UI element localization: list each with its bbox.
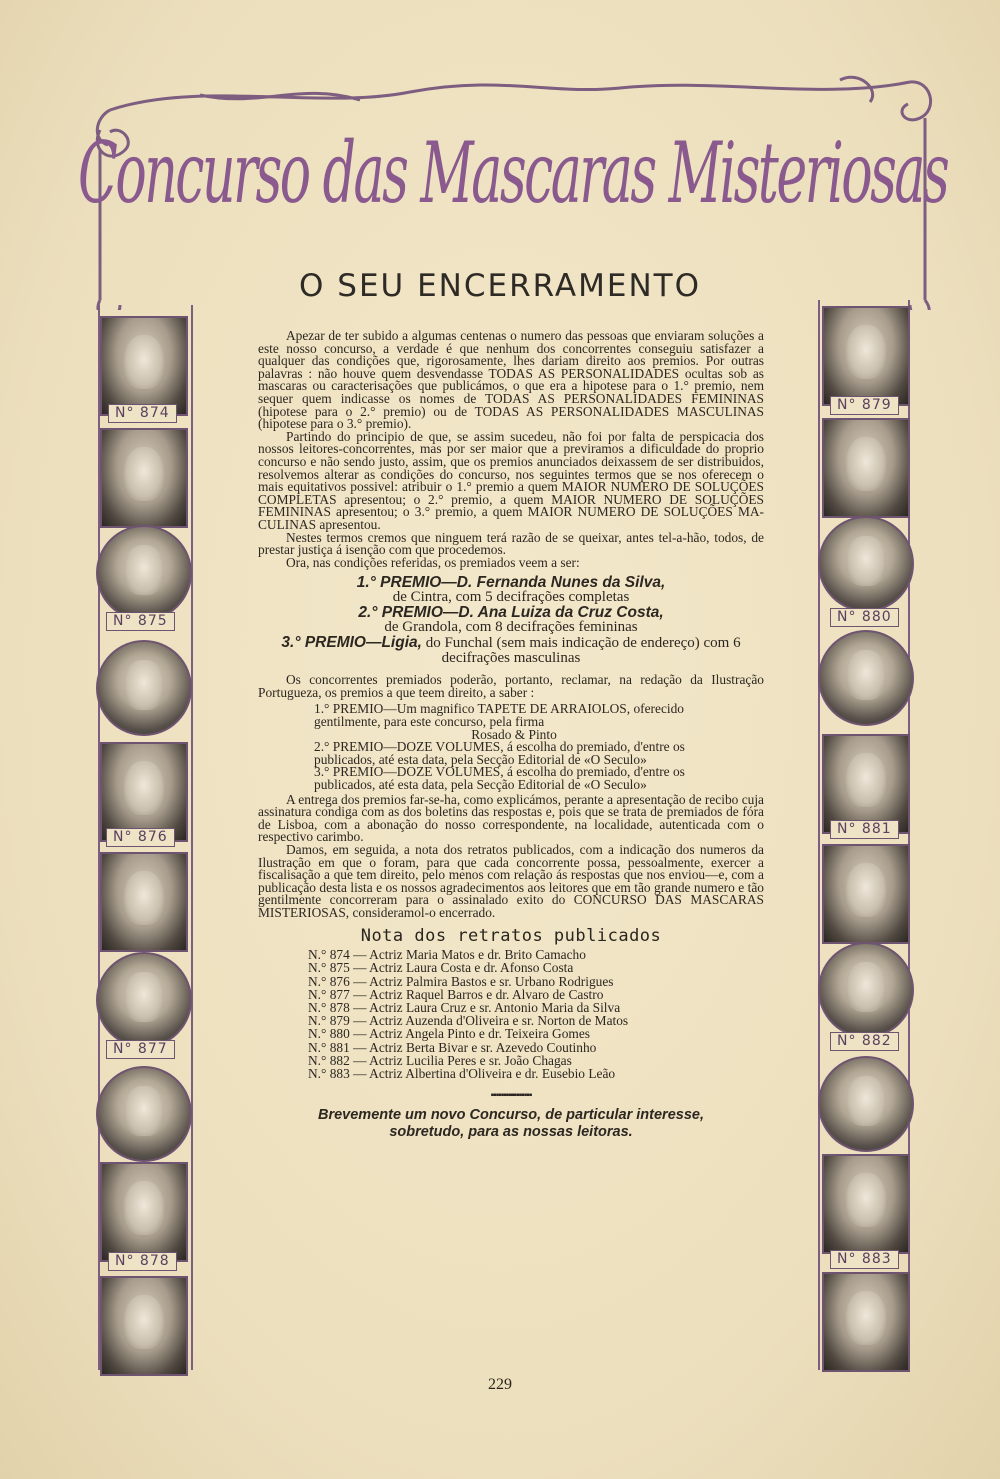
issue-number-tag: N° 881 bbox=[830, 820, 899, 839]
list-item: N.° 875 — Actriz Laura Costa e dr. Afonso Costa bbox=[308, 960, 574, 976]
issue-number-tag: N° 876 bbox=[106, 828, 175, 847]
portrait bbox=[100, 742, 188, 842]
winner-3-heading: 3.° PREMIO—Ligia, bbox=[281, 634, 422, 652]
portrait-face bbox=[846, 325, 886, 379]
portrait-face bbox=[846, 1076, 886, 1126]
portrait bbox=[818, 1056, 914, 1152]
portrait bbox=[100, 1162, 188, 1262]
winners-list bbox=[258, 575, 764, 666]
portrait-face bbox=[846, 650, 886, 700]
issue-number-tag: N° 874 bbox=[108, 404, 177, 423]
portrait-face bbox=[124, 660, 164, 710]
winner-1-detail: de Cintra, com 5 decifrações completas bbox=[392, 589, 630, 606]
issue-number-tag: N° 882 bbox=[830, 1032, 899, 1051]
portrait bbox=[822, 1272, 910, 1372]
article-body bbox=[258, 330, 764, 1141]
portrait-face bbox=[846, 536, 886, 586]
portrait bbox=[818, 942, 914, 1038]
portrait-face bbox=[846, 1291, 886, 1345]
article-paragraph: Apezar de ter subido a algumas centenas o numero das pessoas que enviaram soluções a este nosso concurso, a verdade é que nenhum dos concorrentes conseguiu satisfazer a qualquer das condições que, rigorosamente, lhes dariam direito aos premios. Por outras palavras : não houve quem desvendasse TODAS AS PERSONALIDADES ocultas sob as mascaras ou caracterisações que publicámos, o que era a hipotese para o 1.° premio, nem sequer quem indicasse os nomes de TODAS AS PERSONALIDADES FEMININAS (hipotese para o 2.° premio) ou de TODAS AS PERSONALIDADES MASCULINAS (hipotese para o 3.° premio). bbox=[258, 328, 764, 432]
portrait bbox=[818, 516, 914, 612]
portrait bbox=[96, 640, 192, 736]
issue-number-tag: N° 880 bbox=[830, 608, 899, 627]
list-item: N.° 874 — Actriz Maria Matos e dr. Brito Camacho bbox=[308, 947, 586, 963]
portrait-list-heading: Nota dos retratos publicados bbox=[360, 925, 662, 946]
portrait bbox=[96, 952, 192, 1048]
list-item: N.° 883 — Actriz Albertina d'Oliveira e dr. Eusebio Leão bbox=[308, 1065, 616, 1081]
list-item: N.° 876 — Actriz Palmira Bastos e sr. Urbano Rodrigues bbox=[308, 973, 614, 989]
portrait-face bbox=[846, 1173, 886, 1227]
issue-number-tag: N° 875 bbox=[106, 612, 175, 631]
prize-1-sponsor: Rosado & Pinto bbox=[471, 726, 557, 742]
portrait bbox=[822, 1154, 910, 1254]
article-paragraph: Nestes termos cremos que ninguem terá razão de se queixar, antes tel-a-hão, todos, de prestar justiça á isenção com que procedemos. bbox=[258, 529, 764, 558]
winner-3-line bbox=[258, 635, 764, 666]
closing-line-1: Brevemente um novo Concurso, de particular interesse, bbox=[318, 1106, 704, 1123]
left-column-rule bbox=[191, 305, 193, 1370]
portrait bbox=[822, 734, 910, 834]
list-item: N.° 881 — Actriz Berta Bivar e sr. Azevedo Coutinho bbox=[308, 1039, 597, 1055]
right-column-rule bbox=[818, 300, 820, 1370]
portrait-face bbox=[124, 972, 164, 1022]
portrait-face bbox=[846, 437, 886, 491]
list-item: N.° 877 — Actriz Raquel Barros e dr. Alvaro de Castro bbox=[308, 986, 604, 1002]
prize-descriptions bbox=[314, 703, 714, 791]
article-paragraph: A entrega dos premios far-se-ha, como explicámos, perante a apresentação de recibo cuja assinatura condiga com as dos boletins das respostas e, pois que se trata de premiados de fóra de Lisboa, com a abonação do nosso correspondente, na localidade, autenticada com o respectivo carimbo. bbox=[258, 791, 764, 845]
portrait bbox=[100, 428, 188, 528]
portrait-face bbox=[846, 863, 886, 917]
portrait bbox=[822, 844, 910, 944]
winner-3-detail: do Funchal (sem mais indicação de endereço) com 6 decifrações masculinas bbox=[421, 635, 741, 667]
masthead-title: Concurso das Mascaras Misteriosas bbox=[78, 124, 948, 222]
portrait bbox=[822, 418, 910, 518]
winner-1-heading: 1.° PREMIO—D. Fernanda Nunes da Silva, bbox=[356, 574, 666, 592]
page-number: 229 bbox=[488, 1376, 512, 1393]
portrait bbox=[96, 1066, 192, 1162]
prize-2-description: 2.° PREMIO—DOZE VOLUMES, á escolha do premiado, d'entre os publicados, até esta data, pela Secção Editorial de «O Seculo» bbox=[314, 739, 685, 767]
list-item: N.° 878 — Actriz Laura Cruz e sr. Antonio Maria da Silva bbox=[308, 999, 621, 1015]
winner-2-heading: 2.° PREMIO—D. Ana Luiza da Cruz Costa, bbox=[358, 604, 664, 622]
portrait-face bbox=[124, 1295, 164, 1349]
prize-3-description: 3.° PREMIO—DOZE VOLUMES, á escolha do premiado, d'entre os publicados, até esta data, pela Secção Editorial de «O Seculo» bbox=[314, 764, 685, 793]
issue-number-tag: N° 883 bbox=[830, 1250, 899, 1269]
portrait-face bbox=[124, 1086, 164, 1136]
article-paragraph: Os concorrentes premiados poderão, portanto, reclamar, na redação da Ilustração Portugueza, os premios a que teem direito, a saber : bbox=[258, 672, 764, 700]
portrait-face bbox=[124, 335, 164, 389]
portrait-list bbox=[308, 948, 764, 1080]
portrait bbox=[822, 306, 910, 406]
portrait-face bbox=[124, 871, 164, 925]
ornamental-divider: ▪▪▪▪▪▪▪▪▪▪▪▪▪▪▪▪ bbox=[490, 1090, 532, 1102]
section-subtitle: O SEU ENCERRAMENTO bbox=[299, 268, 701, 304]
portrait-face bbox=[124, 447, 164, 501]
article-paragraph: Ora, nas condições referidas, os premiados veem a ser: bbox=[286, 554, 580, 570]
issue-number-tag: N° 878 bbox=[108, 1252, 177, 1271]
portrait bbox=[100, 316, 188, 416]
list-item: N.° 880 — Actriz Angela Pinto e dr. Teixeira Gomes bbox=[308, 1026, 590, 1042]
closing-line-2: sobretudo, para as nossas leitoras. bbox=[389, 1123, 633, 1140]
portrait-face bbox=[124, 761, 164, 815]
issue-number-tag: N° 877 bbox=[106, 1040, 175, 1059]
article-paragraph: Partindo do principio de que, se assim sucedeu, não foi por falta de perspicacia dos nossos leitores-concorrentes, mas por ser maior que a previramos a dificuldade do proprio concurso e não sendo justo, assim, que os premios anunciados deixassem de ser distribuidos, resolvemos alterar as condições do concurso, nos seguintes termos que se nos oferecem o mais equitativos possivel: atribuir o 1.° premio a quem MAIOR NUMERO DE SOLUÇÕES COMPLETAS apresentou; o 2.° premio, a quem MAIOR NUMERO DE SOLUÇÕES FEMININAS apresentou; o 3.° premio, a quem MAIOR NUMERO DE SOLUÇÕES MA-CULINAS apresentou. bbox=[258, 428, 764, 532]
prize-1-description: 1.° PREMIO—Um magnifico TAPETE DE ARRAIOLOS, oferecido gentilmente, para este concurso, pela firma bbox=[314, 701, 685, 730]
portrait-face bbox=[846, 753, 886, 807]
portrait bbox=[100, 852, 188, 952]
winner-2-detail: de Grandola, com 8 decifrações femininas bbox=[384, 619, 638, 636]
portrait bbox=[818, 630, 914, 726]
list-item: N.° 882 — Actriz Lucilia Peres e sr. João Chagas bbox=[308, 1052, 572, 1068]
article-paragraph: Damos, em seguida, a nota dos retratos publicados, com a indicação dos numeros da Ilustração em que o foram, para que cada concorrente possa, pessoalmente, exercer a fiscalisação a que tem direito, pelo menos com relação ás respostas que nos enviou—e, com a publicação desta lista e os nossos agradecimentos aos leitores que em tão grande numero e tão gentilmente concorreram para o assinalado exito do CONCURSO DAS MASCARAS MISTERIOSAS, consideramol-o encerrado. bbox=[258, 842, 764, 920]
list-item: N.° 879 — Actriz Auzenda d'Oliveira e sr. Norton de Matos bbox=[308, 1013, 629, 1029]
portrait-face bbox=[124, 545, 164, 595]
portrait-face bbox=[124, 1181, 164, 1235]
portrait bbox=[96, 525, 192, 621]
portrait-face bbox=[846, 962, 886, 1012]
issue-number-tag: N° 879 bbox=[830, 396, 899, 415]
portrait bbox=[100, 1276, 188, 1376]
